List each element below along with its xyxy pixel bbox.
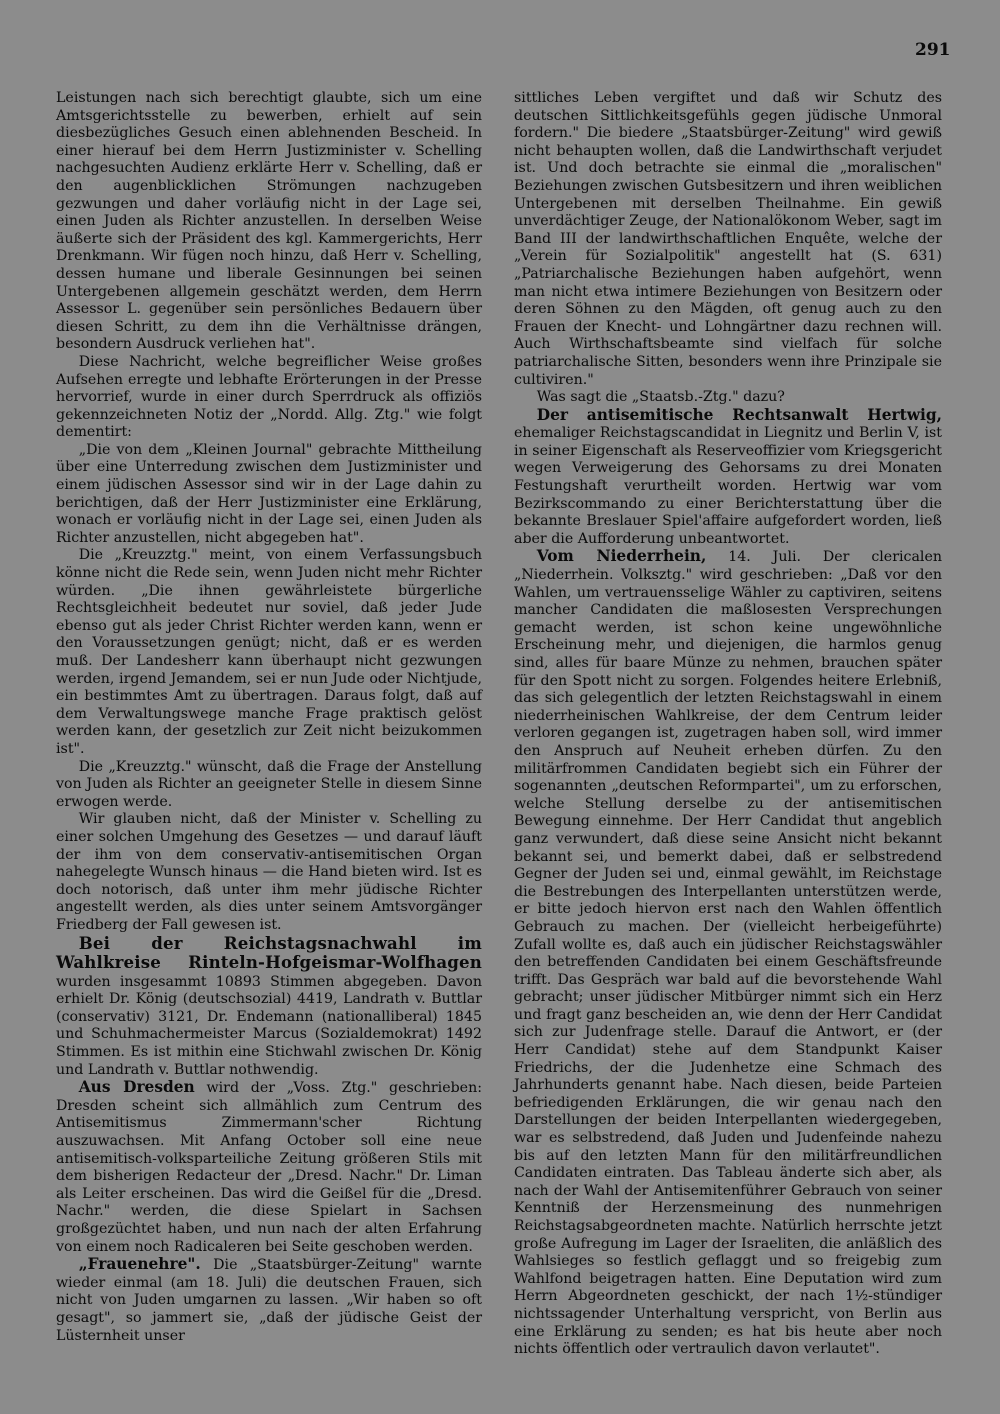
article-text: wird der „Voss. Ztg." geschrieben: Dresden scheint sich allmählich zum Centrum des Antisemitismus Zimmermann'scher Richtung auszuwachsen. Mit Anfang October soll eine neue antisemitisch-volksparteiliche Zeitung größeren Stils mit dem bisherigen Redacteur der „Dresd. Nachr." Dr. Liman als Leiter erscheinen. Das wird die Geißel für die „Dresd. Nachr." werden, die diese Spielart in Sachsen großgezüchtet haben, und nun nach der alten Erfahrung von einem noch Radicaleren bei Seite geschoben werden. bbox=[56, 1080, 482, 1255]
article-heading: Vom Niederrhein, bbox=[536, 547, 707, 566]
article-heading: Der antisemitische Rechtsanwalt Hertwig, bbox=[536, 405, 942, 424]
paragraph: Leistungen nach sich berechtigt glaubte, sich um eine Amtsgerichtsstelle zu bewerben, erhielt auf sein diesbezügliches Gesuch einen ablehnenden Bescheid. In einer hierauf bei dem Herrn Justizminister v. Schelling nachgesuchten Audienz erklärte Herr v. Schelling, daß er den augenblicklichen Strömungen nachzugeben gezwungen und daher vorläufig nicht in der Lage sei, einen Juden als Richter anzustellen. In derselben Weise äußerte sich der Präsident des kgl. Kammergerichts, Herr Drenkmann. Wir fügen noch hinzu, daß Herr v. Schelling, dessen humane und liberale Gesinnungen bei seinen Untergebenen allgemein geschätzt werden, dem Herrn Assessor L. gegenüber sein persönliches Bedauern über diesen Schritt, zu dem ihn die Verhältnisse drängen, besondern Ausdruck verliehen hat". bbox=[56, 90, 482, 353]
article-text: Die „Staatsbürger-Zeitung" warnte wieder einmal (am 18. Juli) die deutschen Frauen, sich nicht von Juden umgarnen zu lassen. „Wir haben so oft gesagt", so jammert sie, „daß der jüdische Geist der Lüsternheit unser bbox=[56, 1257, 482, 1344]
paragraph: Diese Nachricht, welche begreiflicher Weise großes Aufsehen erregte und lebhafte Erörterungen in der Presse hervorrief, wurde in einer durch Sperrdruck als offiziös gekennzeichneten Notiz der „Nordd. Allg. Ztg." wie folgt dementirt: bbox=[56, 353, 482, 441]
article bbox=[56, 932, 482, 1080]
paragraph: Die „Kreuzztg." meint, von einem Verfassungsbuch könne nicht die Rede sein, wenn Juden nicht mehr Richter würden. „Die ihnen gewährleistete bürgerliche Rechtsgleichheit bedeutet nur soviel, daß jeder Jude ebenso gut als jeder Christ Richter werden kann, wenn er den Voraussetzungen genügt; nicht, daß er es werden muß. Der Landesherr kann überhaupt nicht gezwungen werden, irgend Jemandem, sei er nun Jude oder Nichtjude, ein bestimmtes Amt zu übertragen. Daraus folgt, daß auf dem Verwaltungswege manche Frage praktisch gelöst werden kann, der gesetzlich zur Zeit nicht beizukommen ist". bbox=[56, 547, 482, 757]
left-column bbox=[56, 90, 482, 1345]
right-column bbox=[514, 90, 942, 1359]
article bbox=[56, 1256, 482, 1345]
page-number: 291 bbox=[915, 40, 951, 60]
paragraph: Was sagt die „Staatsb.-Ztg." dazu? bbox=[536, 389, 785, 406]
paragraph: „Die von dem „Kleinen Journal" gebrachte Mittheilung über eine Unterredung zwischen dem Justizminister und einem jüdischen Assessor sind wir in der Lage dahin zu berichtigen, daß der Herr Justizminister eine Erklärung, wonach er vorläufig nicht in der Lage sei, einen Juden als Richter anzustellen, nicht abgegeben hat". bbox=[56, 441, 482, 546]
paragraph: sittliches Leben vergiftet und daß wir Schutz des deutschen Sittlichkeitsgefühls gegen jüdische Unmoral fordern." Die biedere „Staatsbürger-Zeitung" wird gewiß nicht behaupten wollen, daß die Landwirthschaft verjudet ist. Und doch betrachte sie einmal die „moralischen" Beziehungen zwischen Gutsbesitzern und ihren weiblichen Untergebenen mit derselben Theilnahme. Ein gewiß unverdächtiger Zeuge, der Nationalökonom Weber, sagt im Band III der landwirthschaftlichen Enquête, welche der „Verein für Sozialpolitik" angestellt hat (S. 631) „Patriarchalische Beziehungen haben aufgehört, wenn man nicht etwa intimere Beziehungen von Besitzern oder deren Söhnen zu den Mägden, oft genug auch zu den Frauen der Knecht- und Lohngärtner dazu rechnen will. Auch Wirthschaftsbeamte sind vielfach für solche patriarchalische Sitten, besonders wenn ihre Prinzipale sie cultiviren." bbox=[514, 90, 942, 388]
paragraph: Wir glauben nicht, daß der Minister v. Schelling zu einer solchen Umgehung des Gesetzes — und darauf läuft der ihm von dem conservativ-antisemitischen Organ nahegelegte Wunsch hinaus — die Hand bieten wird. Ist es doch notorisch, daß unter ihm mehr jüdische Richter angestellt werden, als dies unter seinem Amtsvorgänger Friedberg der Fall gewesen ist. bbox=[56, 811, 482, 933]
paragraph: Die „Kreuzztg." wünscht, daß die Frage der Anstellung von Juden als Richter an geeigneter Stelle in diesem Sinne erwogen werde. bbox=[56, 758, 482, 810]
article-text: ehemaliger Reichstagscandidat in Liegnitz und Berlin V, ist in seiner Eigenschaft als Reserveoffizier vom Kriegsgericht wegen Verweigerung des Gehorsams zu drei Monaten Festungshaft verurtheilt worden. Hertwig war vom Bezirkscommando zu einer Berichterstattung über die bekannte Breslauer Spiel'affaire aufgefordert worden, ließ aber die Aufforderung unbeantwortet. bbox=[514, 425, 942, 547]
article bbox=[514, 407, 942, 549]
article-heading: Aus Dresden bbox=[78, 1078, 195, 1097]
article-heading: Bei der Reichstagsnachwahl im Wahlkreise Rinteln-Hofgeismar-Wolfhagen bbox=[56, 932, 482, 973]
article bbox=[56, 1079, 482, 1256]
article-text: 14. Juli. Der clericalen „Niederrhein. Volksztg." wird geschrieben: „Daß vor den Wahlen, um vertrauensselige Wähler zu captiviren, seitens mancher Candidaten die maßlosesten Versprechungen gemacht werden, ist schon keine ungewöhnliche Erscheinung mehr, und diejenigen, die harmlos genug sind, alles für baare Münze zu nehmen, brauchen später für den Spott nicht zu sorgen. Folgendes heitere Erlebniß, das sich gelegentlich der letzten Reichstagswahl in einem niederrheinischen Wahlkreise, der dem Centrum leider verloren gegangen ist, zugetragen haben soll, wird immer den Anspruch auf Neuheit erheben dürfen. Zu den militärfrommen Candidaten begiebt sich ein Führer der sogenannten „deutschen Reformpartei", um zu erforschen, welche Stellung derselbe zu der antisemitischen Bewegung einnehme. Der Herr Candidat thut angeblich ganz verwundert, daß diese seine Ansicht nicht bekannt bekannt sei, und bemerkt dabei, daß er selbstredend Gegner der Juden sei und, einmal gewählt, im Reichstage die Bestrebungen des Interpellanten unterstützen werde, er bitte jedoch hiervon erst nach den Wahlen öffentlich Gebrauch zu machen. Der (vielleicht herbeigeführte) Zufall wollte es, daß auch ein jüdischer Reichstagswähler den betreffenden Candidaten bei einem Geschäftsfreunde trifft. Das Gespräch war bald auf die bevorstehende Wahl gebracht; unser jüdischer Mitbürger nimmt sich ein Herz und fragt ganz bescheiden an, wie denn der Herr Candidat sich zur Judenfrage stelle. Darauf die Antwort, er (der Herr Candidat) stehe auf dem Standpunkt Kaiser Friedrichs, der die Judenhetze eine Schmach des Jahrhunderts genannt habe. Nach diesen, beide Parteien befriedigenden Erklärungen, die wir genau nach den Darstellungen der beiden Interpellanten wiedergegeben, war es selbstredend, daß Juden und Judenfeinde nahezu bis auf den letzten Mann für den militärfreundlichen Candidaten eintraten. Das Tableau änderte sich aber, als nach der Wahl der Antisemitenführer Gebrauch von seiner Kenntniß der Herzensmeinung des nunmehrigen Reichstagsabgeordneten machte. Natürlich herrschte jetzt große Aufregung im Lager der Israeliten, die anläßlich des Wahlsieges so festlich geflaggt und so freigebig zum Wahlfond beigetragen hatten. Eine Deputation wird zum Herrn Abgeordneten geschickt, der nach 1½-stündiger nichtssagender Unterhaltung verspricht, von Berlin aus eine Erklärung zu senden; es hat bis heute aber noch nichts öffentlich oder vertraulich davon verlautet". bbox=[514, 549, 942, 1358]
article bbox=[514, 548, 942, 1358]
article-text: wurden insgesammt 10893 Stimmen abgegeben. Davon erhielt Dr. König (deutschsozial) 4419, Landrath v. Buttlar (conservativ) 3121, Dr. Endemann (nationalliberal) 1845 und Schuhmachermeister Marcus (Sozialdemokrat) 1492 Stimmen. Es ist mithin eine Stichwahl zwischen Dr. König und Landrath v. Buttlar nothwendig. bbox=[56, 973, 482, 1078]
article-heading: „Frauenehre". bbox=[78, 1255, 201, 1274]
